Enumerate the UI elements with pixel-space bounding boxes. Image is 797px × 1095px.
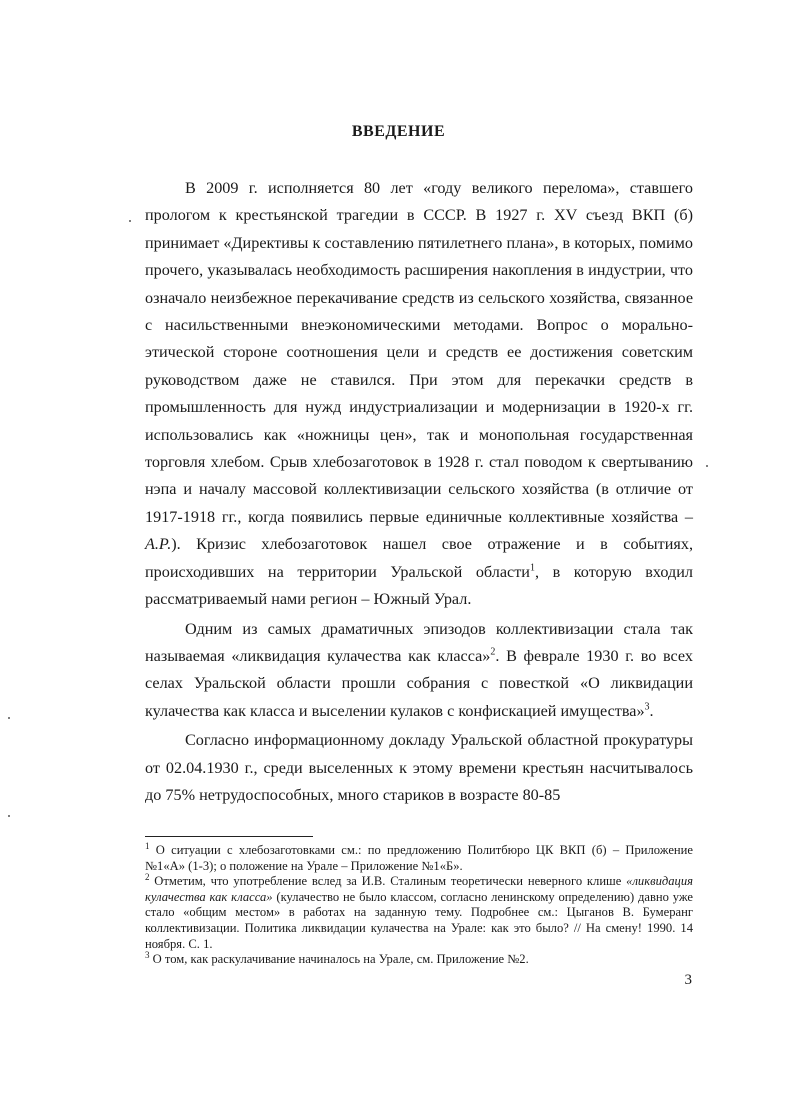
scan-speck: [129, 220, 131, 222]
footnote-2-italic: «ликвидация кулачества как класса»: [145, 874, 693, 904]
footnote-ref-2[interactable]: 2: [490, 646, 496, 658]
footnote-1-text: О ситуации с хлебозаготовками см.: по предложению Политбюро ЦК ВКП (б) – Приложение №1«А» (1-3); о положение на Урале – Приложение №1«Б».: [145, 843, 693, 873]
paragraph-2-text-end: .: [649, 701, 654, 720]
scan-speck: [8, 815, 10, 817]
page-number: 3: [684, 972, 692, 988]
footnote-2-mark: 2: [145, 872, 150, 882]
scan-speck: [8, 717, 10, 719]
paragraph-1-text-cont: ). Кризис хлебозаготовок нашел свое отражение и в событиях, происходивших на территории Уральской области: [145, 535, 693, 581]
paragraph-3: [145, 727, 693, 809]
scan-speck: [706, 465, 708, 467]
footnote-3-mark: 3: [145, 949, 150, 960]
footnote-2-text: Отметим, что употребление вслед за И.В. Сталиным теоретически неверного клише: [149, 874, 627, 889]
paragraph-1: [145, 175, 693, 614]
paragraph-1-text: В 2009 г. исполняется 80 лет «году великого перелома», ставшего прологом к крестьянской трагедии в СССР. В 1927 г. XV съезд ВКП (б) принимает «Директивы к составлению пятилетнего плана», в которых, помимо прочего, указывалась необходимость расширения накопления в индустрии, что означало неизбежное перекачивание средств из сельского хозяйства, связанное с насильственными внеэкономическими методами. Вопрос о морально-этической стороне соотношения цели и средств ее достижения советским руководством даже не ставился. При этом для перекачки средств в промышленность для нужд индустриализации и модернизации в 1920-х гг. использовались как «ножницы цен», так и монопольная государственная торговля хлебом. Срыв хлебозаготовок в 1928 г. стал поводом к свертыванию нэпа и началу массовой коллективизации сельского хозяйства (в отличие от 1917-1918 гг., когда появились первые единичные коллективные хозяйства –: [145, 179, 693, 526]
paragraph-1-text-end: , в которую входил рассматриваемый нами регион – Южный Урал.: [145, 562, 693, 609]
footnote-1: [145, 840, 693, 874]
author-initials: А.Р.: [145, 535, 172, 554]
footnote-ref-1[interactable]: 1: [529, 562, 535, 574]
footnotes: [145, 840, 693, 968]
footnote-3-text: О том, как раскулачивание начиналось на Урале, см. Приложение №2.: [149, 952, 529, 967]
footnote-3: [145, 949, 693, 968]
footnote-2: [145, 874, 693, 952]
main-text: [145, 175, 693, 809]
footnote-2-text-cont: (кулачество не было классом, согласно ленинскому определению) давно уже стало «общим местом» в работах на заданную тему. Подробнее см.: Цыганов В. Бумеранг коллективизации. Политика ликвидации кулачества на Урале: как это было? // На смену! 1990. 14 ноября. С. 1.: [145, 889, 693, 951]
paragraph-2: [145, 616, 693, 726]
paragraph-3-text: Согласно информационному докладу Уральской областной прокуратуры от 02.04.1930 г., среди выселенных к этому времени крестьян насчитывалось до 75% нетрудоспособных, много стариков в возрасте 80-85: [145, 731, 693, 804]
paragraph-2-text: Одним из самых драматичных эпизодов коллективизации стала так называемая «ликвидация кулачества как класса»: [145, 619, 693, 665]
page-title: ВВЕДЕНИЕ: [351, 123, 446, 140]
footnote-1-mark: 1: [145, 840, 150, 851]
footnote-separator: [145, 836, 313, 837]
paragraph-2-text-cont: . В феврале 1930 г. во всех селах Уральской области прошли собрания с повесткой «О ликвидации кулачества как класса и выселении кулаков с конфискацией имущества»: [145, 646, 693, 720]
footnote-ref-3[interactable]: 3: [644, 701, 650, 713]
